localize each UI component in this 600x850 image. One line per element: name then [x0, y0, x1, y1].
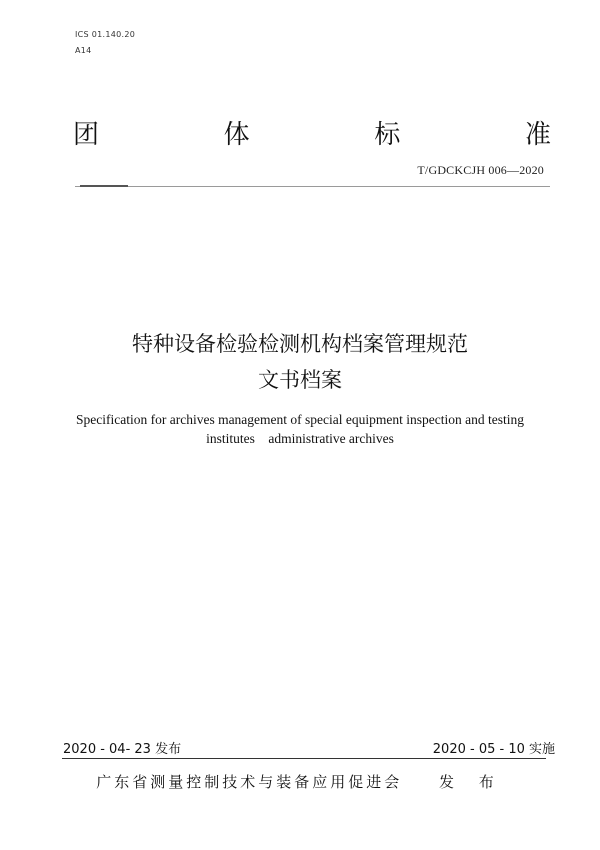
footer-divider [62, 758, 546, 759]
standard-type-title [73, 114, 551, 151]
english-title-line-2: institutes administrative archives [206, 431, 394, 446]
title-char-3: 标 [374, 120, 401, 150]
chinese-title-line-1: 特种设备检验检测机构档案管理规范 [132, 332, 468, 356]
ics-code: ICS 01.140.20 [75, 30, 136, 39]
header-divider-accent [80, 185, 128, 187]
title-char-1: 团 [73, 120, 100, 150]
header-divider [75, 186, 550, 187]
issue-date: 2020 - 04- 23 发布 [63, 742, 182, 757]
ccs-code: A14 [75, 46, 92, 55]
implementation-date: 2020 - 05 - 10 实施 [432, 742, 555, 757]
publish-label: 发 布 [439, 773, 504, 791]
standard-number: T/GDCKCJH 006—2020 [417, 163, 544, 177]
publisher-line [0, 771, 600, 792]
title-char-4: 准 [524, 120, 551, 150]
title-char-2: 体 [223, 120, 250, 150]
publisher-name: 广东省测量控制技术与装备应用促进会 [96, 773, 403, 791]
chinese-title-line-2: 文书档案 [258, 368, 342, 392]
english-title-line-1: Specification for archives management of special equipment inspection and testing [76, 412, 524, 427]
